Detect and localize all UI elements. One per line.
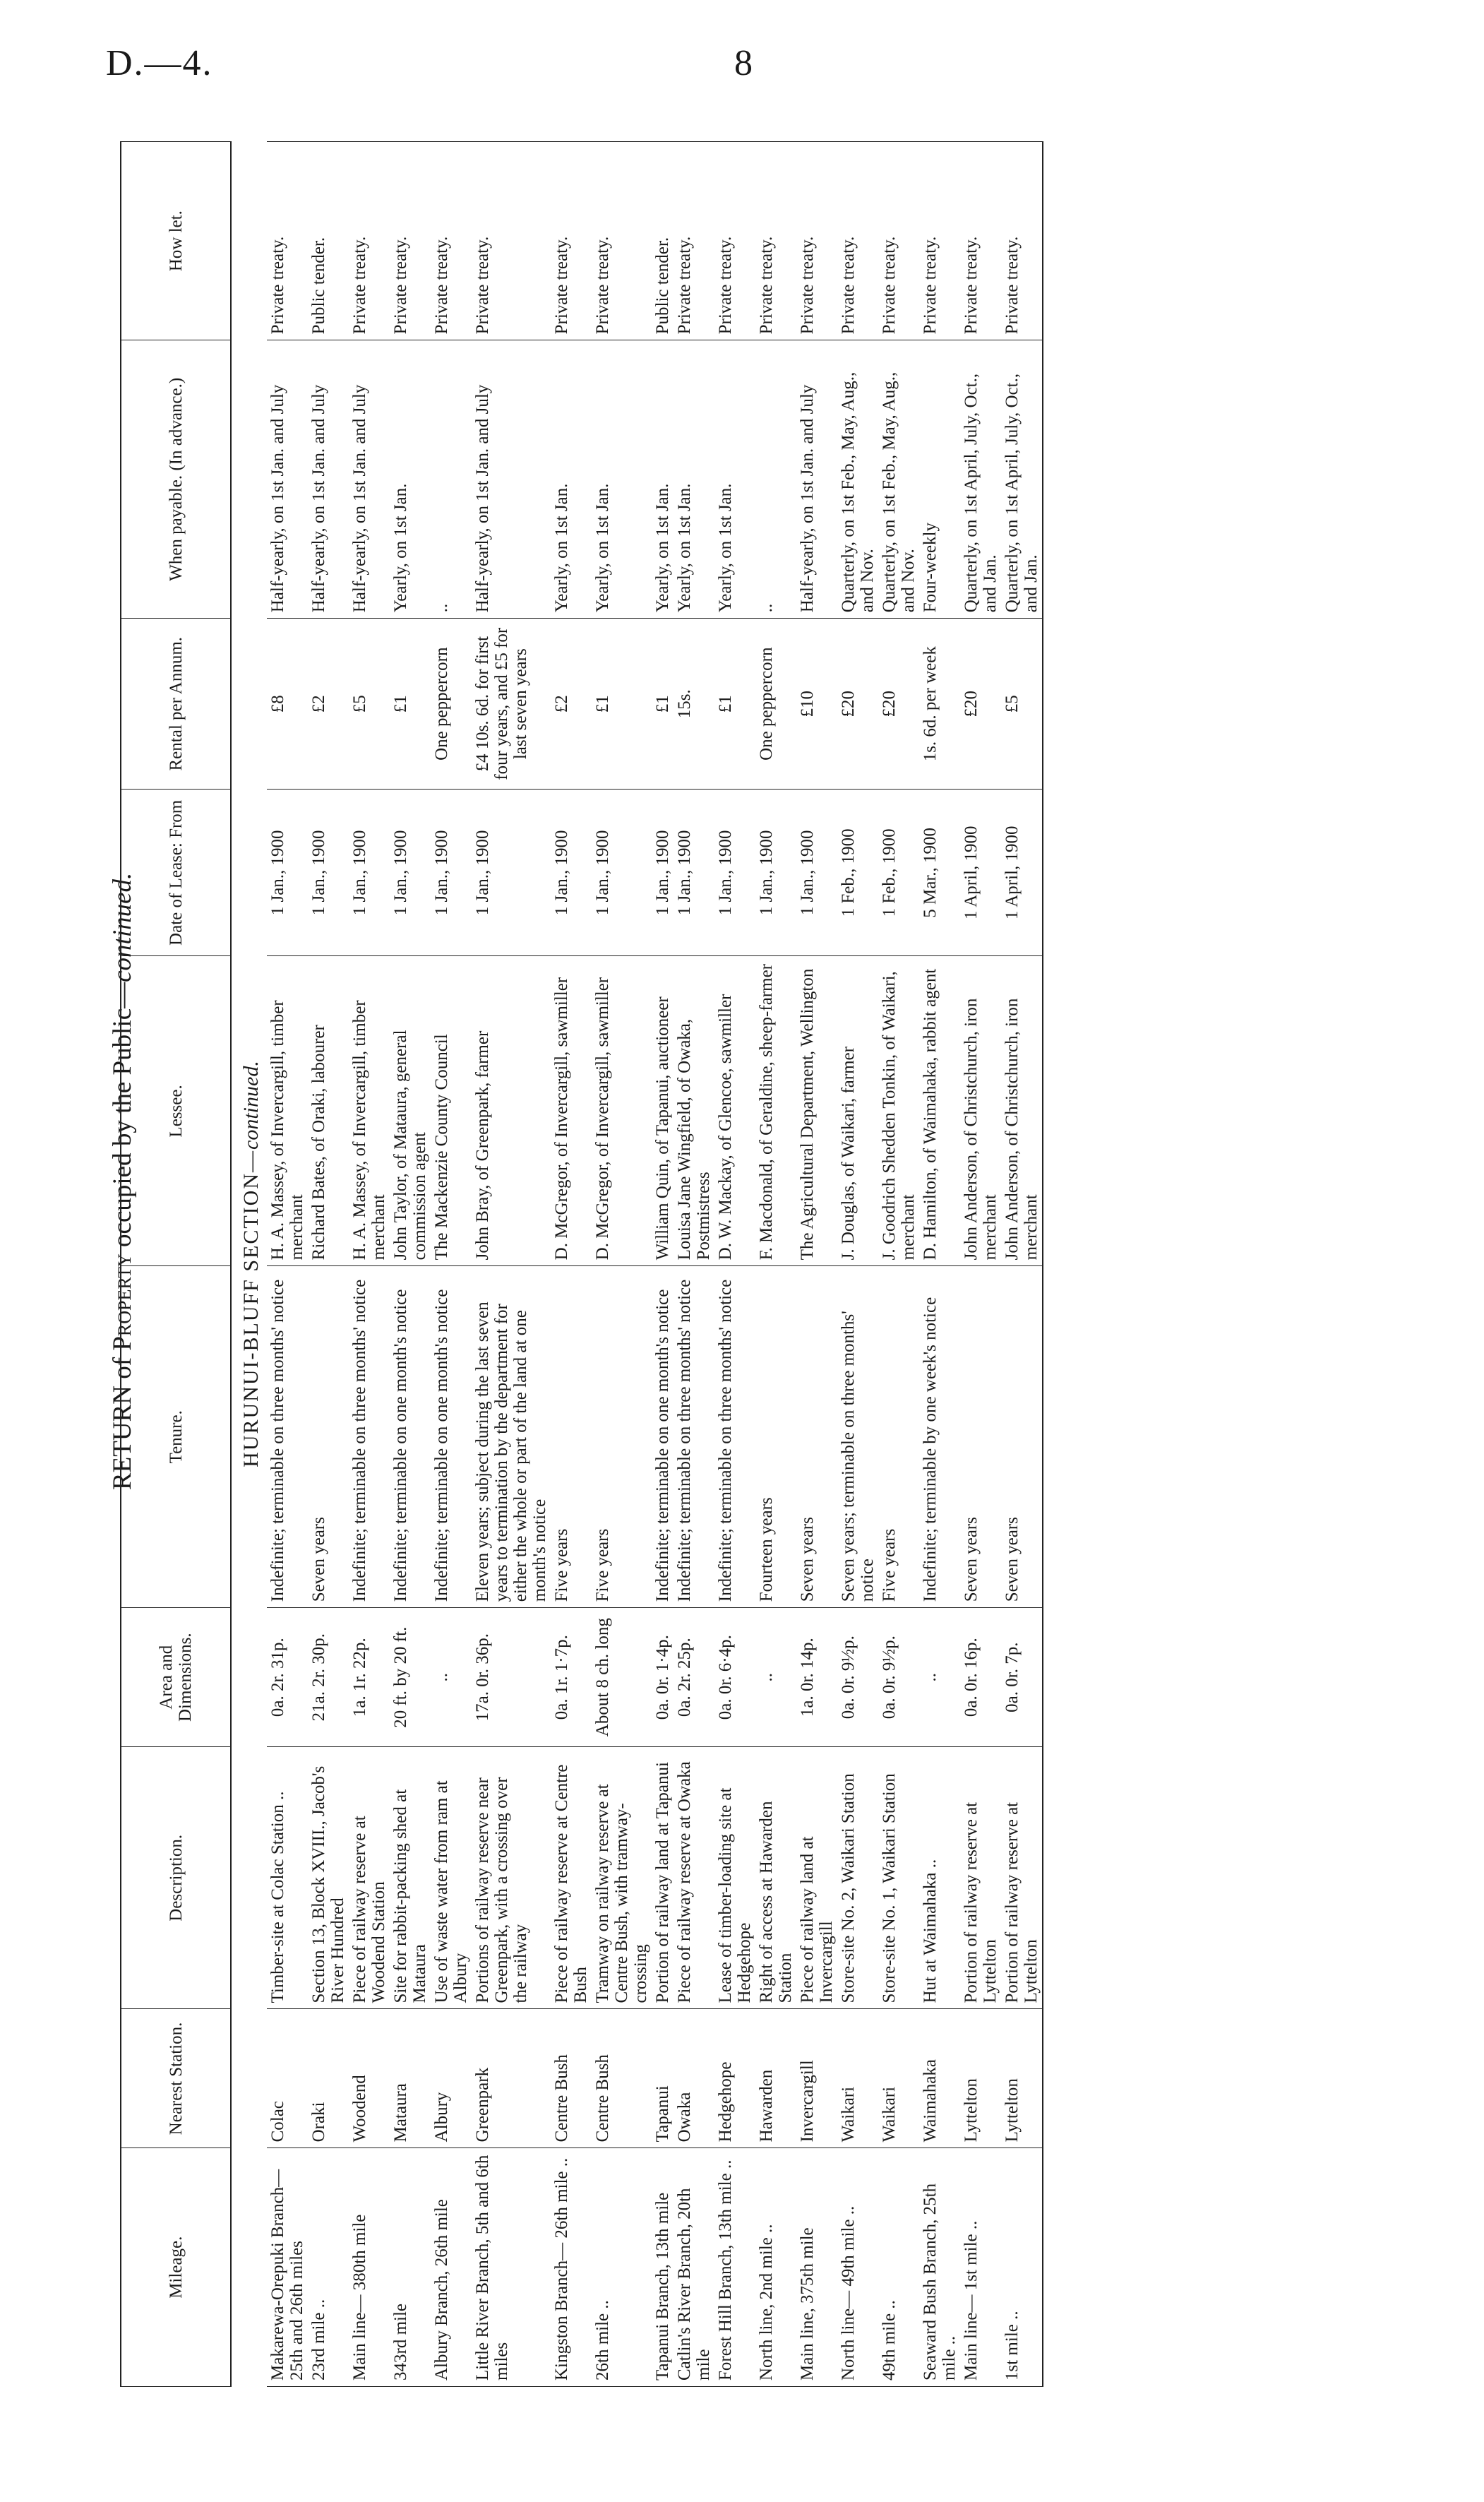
cell-date: 1 Jan., 1900: [551, 790, 592, 956]
table-row: [349, 142, 390, 2387]
rotated-table-area: [120, 141, 1412, 2387]
cell-mileage: Main line, 375th mile: [796, 2148, 837, 2387]
cell-station: Invercargill: [796, 2009, 837, 2148]
cell-lessee: The Agricultural Department, Wellington: [796, 956, 837, 1266]
cell-how-let: Public tender.: [652, 142, 674, 340]
cell-description: Portion of railway reserve at Lyttelton: [1001, 1747, 1043, 2009]
cell-rental: One peppercorn: [755, 619, 796, 790]
cell-how-let: Private treaty.: [796, 142, 837, 340]
cell-lessee: The Mackenzie County Council: [431, 956, 472, 1266]
cell-area: 20 ft. by 20 ft.: [390, 1608, 431, 1747]
column-header-tenure: Tenure.: [121, 1266, 231, 1608]
cell-mileage: Albury Branch, 26th mile: [431, 2148, 472, 2387]
cell-station: Lyttelton: [1001, 2009, 1043, 2148]
section-name: HURUNUI-BLUFF SECTION—: [239, 1149, 263, 1467]
cell-tenure: Fourteen years: [755, 1266, 796, 1608]
cell-rental: £20: [960, 619, 1001, 790]
column-header-description: Description.: [121, 1747, 231, 2009]
property-return-table: [120, 141, 1043, 2387]
cell-how-let: Private treaty.: [431, 142, 472, 340]
cell-payable: ..: [431, 340, 472, 619]
table-row: [472, 142, 551, 2387]
cell-area: 21a. 2r. 30p.: [308, 1608, 349, 1747]
cell-rental: £2: [551, 619, 592, 790]
cell-area: 0a. 0r. 6·4p.: [714, 1608, 755, 1747]
cell-mileage: 26th mile ..: [592, 2148, 652, 2387]
cell-mileage: Little River Branch, 5th and 6th miles: [472, 2148, 551, 2387]
cell-mileage: North line— 49th mile ..: [837, 2148, 878, 2387]
cell-how-let: Private treaty.: [878, 142, 919, 340]
cell-station: Colac: [267, 2009, 308, 2148]
cell-rental: £5: [349, 619, 390, 790]
cell-tenure: Seven years: [796, 1266, 837, 1608]
column-header-date: Date of Lease: From: [121, 790, 231, 956]
cell-description: Portion of railway reserve at Lyttelton: [960, 1747, 1001, 2009]
cell-lessee: John Anderson, of Christchurch, iron merchant: [960, 956, 1001, 1266]
cell-mileage: Catlin's River Branch, 20th mile: [674, 2148, 714, 2387]
column-header-rental: Rental per Annum.: [121, 619, 231, 790]
section-heading-row: [231, 142, 267, 2387]
column-header-how-let: How let.: [121, 142, 231, 340]
title-prefix: RETURN of: [108, 1350, 137, 1490]
cell-area: 0a. 2r. 25p.: [674, 1608, 714, 1747]
cell-station: Woodend: [349, 2009, 390, 2148]
cell-area: 1a. 1r. 22p.: [349, 1608, 390, 1747]
cell-rental: 15s.: [674, 619, 714, 790]
cell-description: Piece of railway reserve at Woodend Station: [349, 1747, 390, 2009]
cell-payable: Quarterly, on 1st Feb., May, Aug., and Nov.: [878, 340, 919, 619]
cell-lessee: D. W. Mackay, of Glencoe, sawmiller: [714, 956, 755, 1266]
cell-date: 1 Jan., 1900: [796, 790, 837, 956]
cell-how-let: Public tender.: [308, 142, 349, 340]
cell-how-let: Private treaty.: [267, 142, 308, 340]
cell-payable: Four-weekly: [919, 340, 960, 619]
cell-payable: Yearly, on 1st Jan.: [592, 340, 652, 619]
cell-how-let: Private treaty.: [551, 142, 592, 340]
title-caps: Property: [108, 1253, 137, 1351]
cell-area: 1a. 0r. 14p.: [796, 1608, 837, 1747]
table-row: [796, 142, 837, 2387]
cell-station: Waikari: [837, 2009, 878, 2148]
cell-date: 1 Jan., 1900: [755, 790, 796, 956]
cell-tenure: Indefinite; terminable on one month's notice: [431, 1266, 472, 1608]
cell-rental: £20: [878, 619, 919, 790]
cell-payable: Yearly, on 1st Jan.: [674, 340, 714, 619]
cell-station: Oraki: [308, 2009, 349, 2148]
table-row: [714, 142, 755, 2387]
cell-how-let: Private treaty.: [1001, 142, 1043, 340]
table-row: [431, 142, 472, 2387]
cell-lessee: F. Macdonald, of Geraldine, sheep-farmer: [755, 956, 796, 1266]
table-row: [878, 142, 919, 2387]
cell-tenure: Indefinite; terminable on one month's notice: [652, 1266, 674, 1608]
cell-tenure: Five years: [592, 1266, 652, 1608]
cell-date: 1 April, 1900: [1001, 790, 1043, 956]
cell-mileage: Tapanui Branch, 13th mile: [652, 2148, 674, 2387]
cell-payable: Quarterly, on 1st Feb., May, Aug., and Nov.: [837, 340, 878, 619]
cell-area: ..: [919, 1608, 960, 1747]
cell-mileage: 49th mile ..: [878, 2148, 919, 2387]
cell-how-let: Private treaty.: [960, 142, 1001, 340]
table-row: [837, 142, 878, 2387]
cell-area: 0a. 0r. 7p.: [1001, 1608, 1043, 1747]
cell-mileage: Seaward Bush Branch, 25th mile ..: [919, 2148, 960, 2387]
cell-lessee: William Quin, of Tapanui, auctioneer: [652, 956, 674, 1266]
table-row: [919, 142, 960, 2387]
cell-how-let: Private treaty.: [592, 142, 652, 340]
cell-mileage: Forest Hill Branch, 13th mile ..: [714, 2148, 755, 2387]
cell-mileage: Makarewa-Orepuki Branch— 25th and 26th miles: [267, 2148, 308, 2387]
cell-date: 1 Jan., 1900: [431, 790, 472, 956]
cell-mileage: 343rd mile: [390, 2148, 431, 2387]
cell-how-let: Private treaty.: [837, 142, 878, 340]
cell-payable: Half-yearly, on 1st Jan. and July: [267, 340, 308, 619]
cell-description: Piece of railway land at Invercargill: [796, 1747, 837, 2009]
cell-lessee: John Anderson, of Christchurch, iron merchant: [1001, 956, 1043, 1266]
cell-mileage: Main line— 1st mile ..: [960, 2148, 1001, 2387]
cell-mileage: 23rd mile ..: [308, 2148, 349, 2387]
cell-station: Hawarden: [755, 2009, 796, 2148]
table-row: [267, 142, 308, 2387]
cell-station: Owaka: [674, 2009, 714, 2148]
cell-payable: Quarterly, on 1st April, July, Oct., and Jan.: [1001, 340, 1043, 619]
title-continued: continued.: [108, 872, 137, 982]
cell-date: 1 Jan., 1900: [592, 790, 652, 956]
cell-date: 1 Feb., 1900: [878, 790, 919, 956]
table-row: [652, 142, 674, 2387]
cell-lessee: H. A. Massey, of Invercargill, timber merchant: [267, 956, 308, 1266]
cell-payable: Quarterly, on 1st April, July, Oct., and Jan.: [960, 340, 1001, 619]
table-row: [390, 142, 431, 2387]
cell-tenure: Indefinite; terminable by one week's notice: [919, 1266, 960, 1608]
cell-area: 0a. 0r. 9½p.: [878, 1608, 919, 1747]
cell-station: Greenpark: [472, 2009, 551, 2148]
cell-rental: One peppercorn: [431, 619, 472, 790]
column-header-mileage: Mileage.: [121, 2148, 231, 2387]
page-number: 8: [734, 43, 753, 83]
cell-area: 17a. 0r. 36p.: [472, 1608, 551, 1747]
cell-lessee: J. Goodrich Shedden Tonkin, of Waikari, merchant: [878, 956, 919, 1266]
cell-station: Mataura: [390, 2009, 431, 2148]
section-heading: [231, 142, 267, 2387]
cell-rental: £4 10s. 6d. for first four years, and £5 for last seven years: [472, 619, 551, 790]
column-header-station: Nearest Station.: [121, 2009, 231, 2148]
cell-payable: Half-yearly, on 1st Jan. and July: [796, 340, 837, 619]
cell-station: Centre Bush: [592, 2009, 652, 2148]
cell-payable: Half-yearly, on 1st Jan. and July: [308, 340, 349, 619]
cell-date: 1 Jan., 1900: [652, 790, 674, 956]
cell-area: ..: [431, 1608, 472, 1747]
cell-payable: Yearly, on 1st Jan.: [652, 340, 674, 619]
cell-area: ..: [755, 1608, 796, 1747]
cell-how-let: Private treaty.: [919, 142, 960, 340]
cell-rental: £1: [714, 619, 755, 790]
cell-payable: Yearly, on 1st Jan.: [551, 340, 592, 619]
cell-date: 1 Jan., 1900: [390, 790, 431, 956]
section-continued: continued.: [239, 1061, 263, 1150]
cell-how-let: Private treaty.: [674, 142, 714, 340]
cell-station: Waimahaka: [919, 2009, 960, 2148]
cell-date: 1 Jan., 1900: [267, 790, 308, 956]
cell-date: 1 Jan., 1900: [349, 790, 390, 956]
column-header-lessee: Lessee.: [121, 956, 231, 1266]
cell-payable: Yearly, on 1st Jan.: [390, 340, 431, 619]
cell-lessee: John Taylor, of Mataura, general commission agent: [390, 956, 431, 1266]
cell-description: Hut at Waimahaka ..: [919, 1747, 960, 2009]
cell-tenure: Five years: [878, 1266, 919, 1608]
cell-tenure: Seven years: [960, 1266, 1001, 1608]
cell-area: 0a. 0r. 1·4p.: [652, 1608, 674, 1747]
table-row: [551, 142, 592, 2387]
cell-tenure: Indefinite; terminable on one month's notice: [390, 1266, 431, 1608]
title-suffix: occupied by the Public—: [108, 982, 137, 1254]
cell-how-let: Private treaty.: [714, 142, 755, 340]
table-row: [592, 142, 652, 2387]
cell-rental: £5: [1001, 619, 1043, 790]
cell-how-let: Private treaty.: [755, 142, 796, 340]
cell-tenure: Eleven years; subject during the last seven years to termination by the department for either the whole or part of the land at one month's notice: [472, 1266, 551, 1608]
cell-area: 0a. 1r. 1·7p.: [551, 1608, 592, 1747]
cell-lessee: Louisa Jane Wingfield, of Owaka, Postmistress: [674, 956, 714, 1266]
column-header-payable: When payable. (In advance.): [121, 340, 231, 619]
cell-mileage: Main line— 380th mile: [349, 2148, 390, 2387]
cell-tenure: Indefinite; terminable on three months' notice: [674, 1266, 714, 1608]
cell-how-let: Private treaty.: [390, 142, 431, 340]
cell-how-let: Private treaty.: [349, 142, 390, 340]
cell-date: 1 Jan., 1900: [472, 790, 551, 956]
cell-lessee: Richard Bates, of Oraki, labourer: [308, 956, 349, 1266]
cell-lessee: J. Douglas, of Waikari, farmer: [837, 956, 878, 1266]
cell-area: 0a. 0r. 16p.: [960, 1608, 1001, 1747]
cell-station: Tapanui: [652, 2009, 674, 2148]
cell-rental: £1: [592, 619, 652, 790]
cell-lessee: John Bray, of Greenpark, farmer: [472, 956, 551, 1266]
cell-area: About 8 ch. long: [592, 1608, 652, 1747]
cell-tenure: Indefinite; terminable on three months' notice: [714, 1266, 755, 1608]
column-header-area: Area and Dimensions.: [121, 1608, 231, 1747]
cell-lessee: D. Hamilton, of Waimahaka, rabbit agent: [919, 956, 960, 1266]
cell-description: Use of waste water from ram at Albury: [431, 1747, 472, 2009]
cell-rental: £20: [837, 619, 878, 790]
cell-payable: ..: [755, 340, 796, 619]
cell-lessee: H. A. Massey, of Invercargill, timber merchant: [349, 956, 390, 1266]
cell-mileage: Kingston Branch— 26th mile ..: [551, 2148, 592, 2387]
cell-rental: £1: [652, 619, 674, 790]
table-row: [755, 142, 796, 2387]
cell-station: Centre Bush: [551, 2009, 592, 2148]
cell-rental: £8: [267, 619, 308, 790]
cell-payable: Half-yearly, on 1st Jan. and July: [472, 340, 551, 619]
cell-area: 0a. 2r. 31p.: [267, 1608, 308, 1747]
table-row: [308, 142, 349, 2387]
table-row: [1001, 142, 1043, 2387]
cell-tenure: Indefinite; terminable on three months' notice: [349, 1266, 390, 1608]
cell-lessee: D. McGregor, of Invercargill, sawmiller: [551, 956, 592, 1266]
cell-tenure: Seven years: [308, 1266, 349, 1608]
cell-station: Hedgehope: [714, 2009, 755, 2148]
document-id: D.—4.: [106, 43, 213, 83]
cell-description: Section 13, Block XVIII., Jacob's River Hundred: [308, 1747, 349, 2009]
cell-station: Waikari: [878, 2009, 919, 2148]
cell-rental: 1s. 6d. per week: [919, 619, 960, 790]
cell-description: Lease of timber-loading site at Hedgehope: [714, 1747, 755, 2009]
cell-tenure: Indefinite; terminable on three months' notice: [267, 1266, 308, 1608]
cell-description: Piece of railway reserve at Centre Bush: [551, 1747, 592, 2009]
cell-description: Site for rabbit-packing shed at Mataura: [390, 1747, 431, 2009]
cell-date: 1 April, 1900: [960, 790, 1001, 956]
cell-rental: £2: [308, 619, 349, 790]
table-row: [960, 142, 1001, 2387]
cell-payable: Half-yearly, on 1st Jan. and July: [349, 340, 390, 619]
cell-date: 5 Mar., 1900: [919, 790, 960, 956]
table-header-row: [121, 142, 231, 2387]
cell-lessee: D. McGregor, of Invercargill, sawmiller: [592, 956, 652, 1266]
cell-description: Timber-site at Colac Station ..: [267, 1747, 308, 2009]
cell-tenure: Seven years; terminable on three months' notice: [837, 1266, 878, 1608]
cell-station: Lyttelton: [960, 2009, 1001, 2148]
cell-rental: £1: [390, 619, 431, 790]
cell-description: Right of access at Hawarden Station: [755, 1747, 796, 2009]
cell-date: 1 Jan., 1900: [308, 790, 349, 956]
cell-how-let: Private treaty.: [472, 142, 551, 340]
cell-tenure: Five years: [551, 1266, 592, 1608]
cell-description: Portions of railway reserve near Greenpark, with a crossing over the railway: [472, 1747, 551, 2009]
cell-date: 1 Jan., 1900: [674, 790, 714, 956]
cell-date: 1 Jan., 1900: [714, 790, 755, 956]
cell-mileage: North line, 2nd mile ..: [755, 2148, 796, 2387]
cell-payable: Yearly, on 1st Jan.: [714, 340, 755, 619]
cell-rental: £10: [796, 619, 837, 790]
cell-station: Albury: [431, 2009, 472, 2148]
cell-area: 0a. 0r. 9½p.: [837, 1608, 878, 1747]
table-row: [674, 142, 714, 2387]
cell-description: Piece of railway reserve at Owaka: [674, 1747, 714, 2009]
cell-date: 1 Feb., 1900: [837, 790, 878, 956]
cell-description: Store-site No. 1, Waikari Station: [878, 1747, 919, 2009]
cell-description: Tramway on railway reserve at Centre Bush, with tramway-crossing: [592, 1747, 652, 2009]
cell-tenure: Seven years: [1001, 1266, 1043, 1608]
cell-description: Store-site No. 2, Waikari Station: [837, 1747, 878, 2009]
cell-description: Portion of railway land at Tapanui: [652, 1747, 674, 2009]
cell-mileage: 1st mile ..: [1001, 2148, 1043, 2387]
